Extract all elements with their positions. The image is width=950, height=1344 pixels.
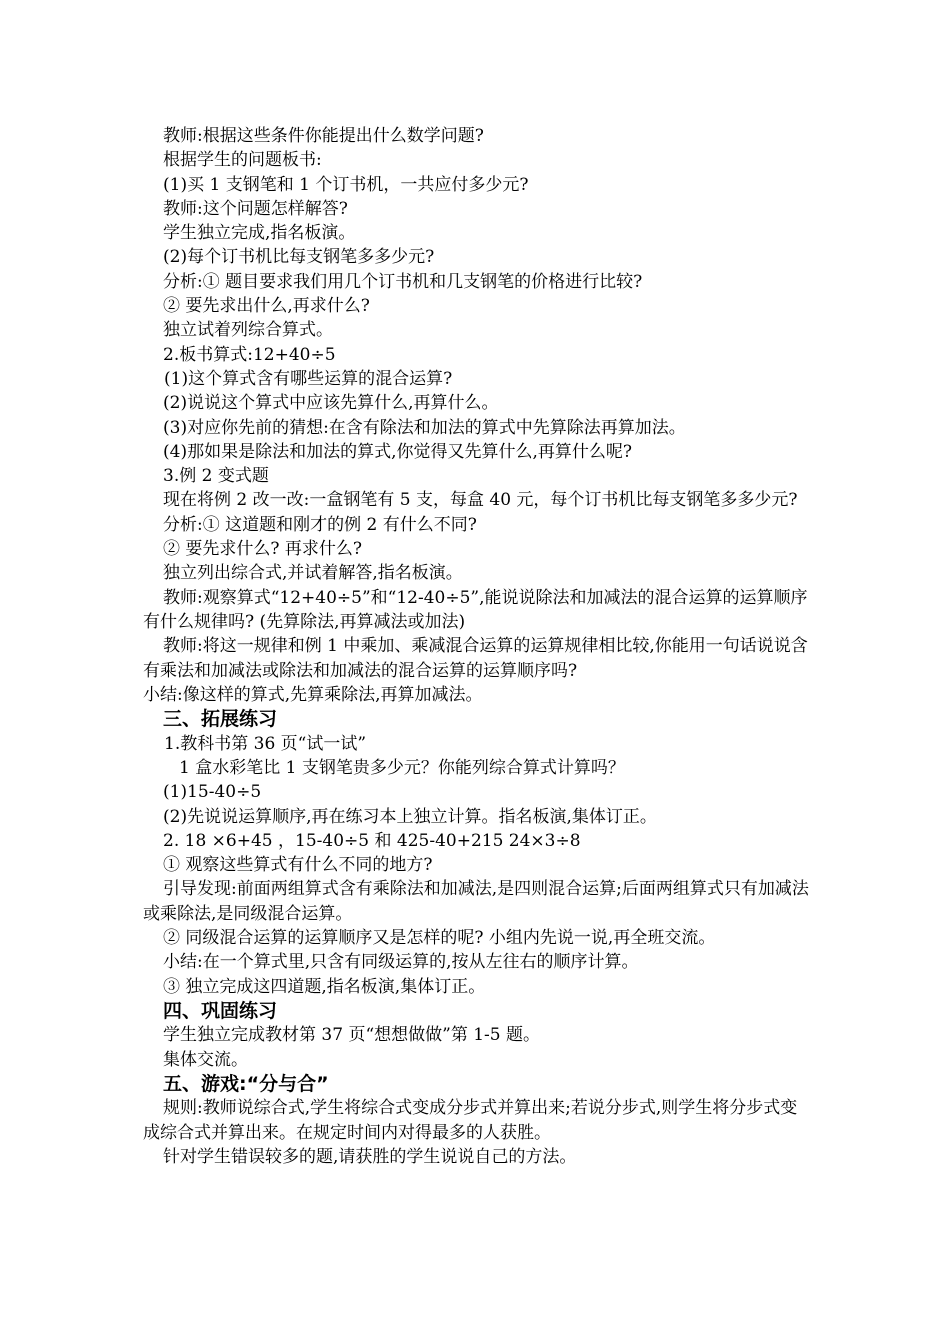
paragraph: 分析:① 题目要求我们用几个订书机和几支钢笔的价格进行比较? [163, 271, 643, 292]
paragraph: 现在将例 2 改一改:一盒钢笔有 5 支，每盒 40 元，每个订书机比每支钢笔多多少元? [163, 490, 798, 511]
paragraph: (4)那如果是除法和加法的算式,你觉得又先算什么,再算什么呢? [163, 441, 633, 462]
paragraph: 规则:教师说综合式,学生将综合式变成分步式并算出来;若说分步式,则学生将分步式变成综合式并算出来。在规定时间内对得最多的人获胜。 [143, 1098, 798, 1143]
section-heading-extension: 三、拓展练习 [163, 708, 278, 731]
paragraph: 教师:观察算式“12+40÷5”和“12-40÷5”,能说说除法和加减法的混合运算的运算顺序有什么规律吗? (先算除法,再算减法或加法) [143, 587, 808, 632]
paragraph: ② 同级混合运算的运算顺序又是怎样的呢? 小组内先说一说,再全班交流。 [163, 928, 716, 948]
paragraph: 小结:在一个算式里,只含有同级运算的,按从左往右的顺序计算。 [163, 952, 639, 973]
paragraph: 根据学生的问题板书: [163, 150, 322, 171]
paragraph: 2.板书算式:12+40÷5 [163, 344, 336, 365]
paragraph: 3.例 2 变式题 [163, 466, 269, 487]
paragraph: ① 观察这些算式有什么不同的地方? [163, 855, 433, 876]
paragraph: (1)15-40÷5 [163, 782, 262, 803]
paragraph: 分析:① 这道题和刚才的例 2 有什么不同? [163, 514, 477, 535]
paragraph: 1 盒水彩笔比 1 支钢笔贵多少元？你能列综合算式计算吗？ [179, 757, 625, 778]
paragraph: (2)说说这个算式中应该先算什么,再算什么。 [163, 393, 499, 414]
summary-paragraph: 小结:像这样的算式,先算乘除法,再算加减法。 [143, 684, 483, 705]
paragraph: 2. 18 ×6+45 ，15-40÷5 和 425-40+215 24×3÷8 [163, 830, 581, 851]
paragraph: 集体交流。 [163, 1049, 248, 1070]
paragraph: 独立列出综合式,并试着解答,指名板演。 [163, 563, 463, 584]
paragraph: ② 要先求出什么,再求什么? [163, 296, 370, 317]
paragraph: (1)这个算式含有哪些运算的混合运算? [164, 368, 453, 389]
paragraph: 独立试着列综合算式。 [163, 320, 333, 341]
paragraph: 教师:将这一规律和例 1 中乘加、乘减混合运算的运算规律相比较,你能用一句话说说含有乘法和加减法或除法和加减法的混合运算的运算顺序吗? [143, 636, 808, 681]
section-heading-consolidation: 四、巩固练习 [163, 999, 278, 1022]
paragraph: (2)先说说运算顺序,再在练习本上独立计算。指名板演,集体订正。 [163, 806, 657, 827]
paragraph: 学生独立完成教材第 37 页“想想做做”第 1-5 题。 [163, 1025, 541, 1046]
paragraph: 教师:根据这些条件你能提出什么数学问题? [163, 126, 484, 146]
paragraph: 引导发现:前面两组算式含有乘除法和加减法,是四则混合运算;后面两组算式只有加减法或乘除法,是同级混合运算。 [143, 879, 809, 924]
paragraph: 1.教科书第 36 页“试一试” [164, 733, 367, 754]
paragraph: (1)买 1 支钢笔和 1 个订书机，一共应付多少元? [163, 174, 529, 195]
paragraph: 针对学生错误较多的题,请获胜的学生说说自己的方法。 [163, 1147, 577, 1168]
paragraph: (2)每个订书机比每支钢笔多多少元? [163, 247, 435, 268]
paragraph: (3)对应你先前的猜想:在含有除法和加法的算式中先算除法再算加法。 [163, 417, 686, 438]
paragraph: 教师:这个问题怎样解答? [163, 198, 348, 219]
paragraph: 学生独立完成,指名板演。 [163, 223, 356, 244]
document-body [143, 124, 811, 1169]
paragraph: ③ 独立完成这四道题,指名板演,集体订正。 [163, 976, 486, 997]
paragraph: ② 要先求什么? 再求什么? [163, 539, 363, 560]
section-heading-game: 五、游戏:“分与合” [163, 1072, 329, 1095]
